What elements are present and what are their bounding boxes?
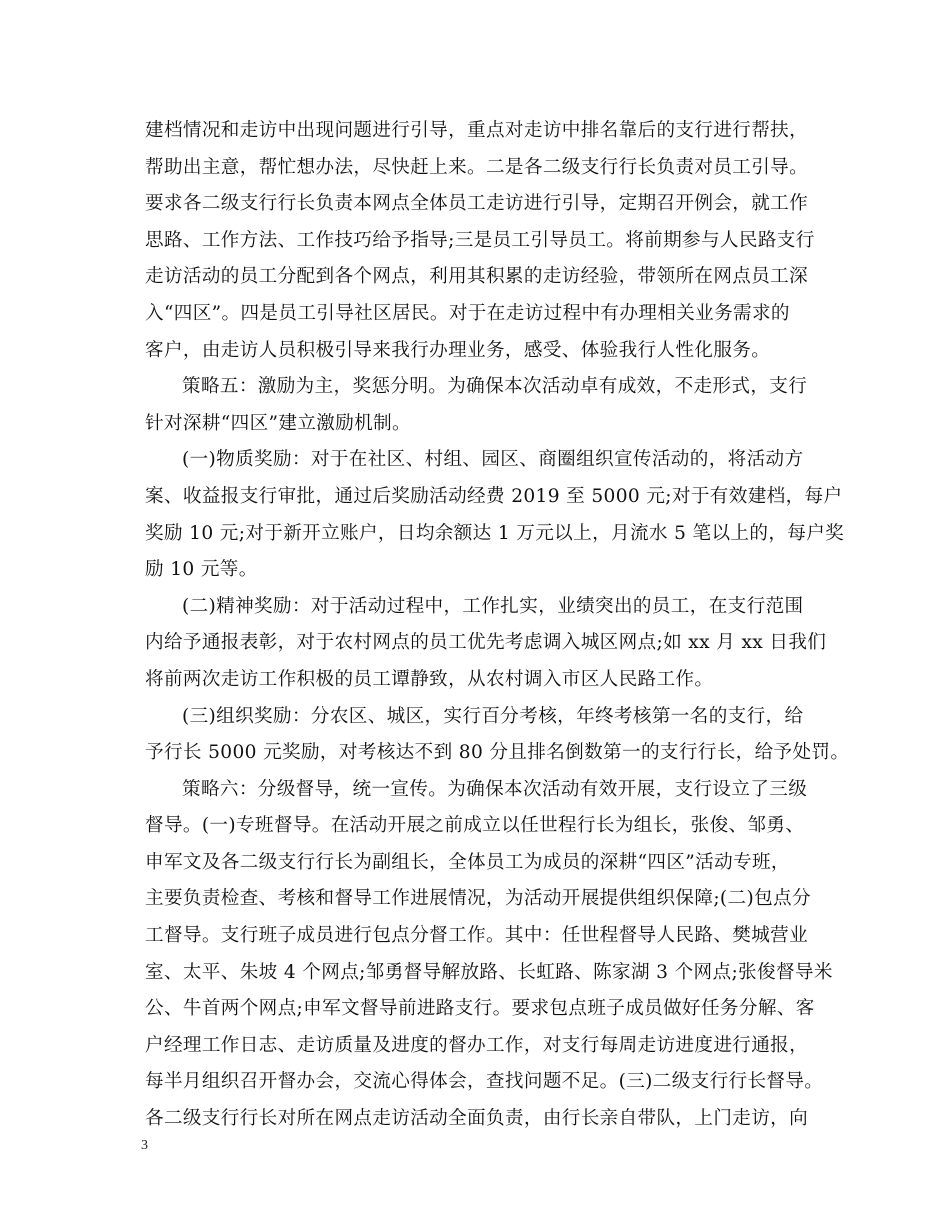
text-line: 公、牛首两个网点;申军文督导前进路支行。要求包点班子成员做好任务分解、客 (145, 998, 815, 1020)
text-line: 针对深耕“四区”建立激励机制。 (145, 412, 411, 434)
text-line: 工督导。支行班子成员进行包点分督工作。其中：任世程督导人民路、樊城营业 (145, 925, 809, 947)
text-line: 主要负责检查、考核和督导工作进展情况，为活动开展提供组织保障;(二)包点分 (145, 888, 811, 910)
page-number: 3 (141, 1138, 148, 1153)
text-line: (一)物质奖励：对于在社区、村组、园区、商圈组织宣传活动的，将活动方 (182, 449, 804, 471)
text-line: 各二级支行行长对所在网点走访活动全面负责，由行长亲自带队，上门走访，向 (145, 1108, 809, 1130)
text-line: (二)精神奖励：对于活动过程中，工作扎实，业绩突出的员工，在支行范围 (182, 595, 804, 617)
text-line: 励 10 元等。 (145, 559, 258, 581)
text-line: 案、收益报支行审批，通过后奖励活动经费 2019 至 5000 元;对于有效建档，每户 (145, 485, 843, 507)
text-line: 督导。(一)专班督导。在活动开展之前成立以任世程行长为组长，张俊、邹勇、 (145, 815, 805, 837)
text-line: 策略六：分级督导，统一宣传。为确保本次活动有效开展，支行设立了三级 (182, 778, 808, 800)
text-line: 入“四区”。四是员工引导社区居民。对于在走访过程中有办理相关业务需求的 (145, 302, 790, 324)
text-line: 每半月组织召开督办会，交流心得体会，查找问题不足。(三)二级支行行长督导。 (145, 1071, 824, 1093)
text-line: 帮助出主意，帮忙想办法，尽快赶上来。二是各二级支行行长负责对员工引导。 (145, 156, 809, 178)
document-body (145, 113, 850, 1138)
text-line: 申军文及各二级支行行长为副组长，全体员工为成员的深耕“四区”活动专班， (145, 851, 790, 873)
text-line: 思路、工作方法、工作技巧给予指导;三是员工引导员工。将前期参与人民路支行 (145, 229, 815, 251)
text-line: 客户，由走访人员积极引导来我行办理业务，感受、体验我行人性化服务。 (145, 339, 771, 361)
text-line: 内给予通报表彰，对于农村网点的员工优先考虑调入城区网点;如 xx 月 xx 日我们 (145, 632, 827, 654)
text-line: 策略五：激励为主，奖惩分明。为确保本次活动卓有成效，不走形式，支行 (182, 376, 808, 398)
text-line: 建档情况和走访中出现问题进行引导，重点对走访中排名靠后的支行进行帮扶， (145, 120, 809, 141)
text-line: 室、太平、朱坡 4 个网点;邹勇督导解放路、长虹路、陈家湖 3 个网点;张俊督导米 (145, 961, 833, 983)
text-line: 将前两次走访工作积极的员工谭静致，从农村调入市区人民路工作。 (145, 668, 714, 690)
text-line: 户经理工作日志、走访质量及进度的督办工作，对支行每周走访进度进行通报， (145, 1034, 809, 1056)
text-line: 要求各二级支行行长负责本网点全体员工走访进行引导，定期召开例会，就工作 (145, 193, 809, 215)
text-line: 奖励 10 元;对于新开立账户，日均余额达 1 万元以上，月流水 5 笔以上的，每户奖 (145, 522, 845, 544)
text-line: 予行长 5000 元奖励，对考核达不到 80 分且排名倒数第一的支行行长，给予处罚。 (145, 742, 850, 764)
text-line: (三)组织奖励：分农区、城区，实行百分考核，年终考核第一名的支行，给 (182, 705, 804, 727)
text-line: 走访活动的员工分配到各个网点，利用其积累的走访经验，带领所在网点员工深 (145, 266, 809, 288)
